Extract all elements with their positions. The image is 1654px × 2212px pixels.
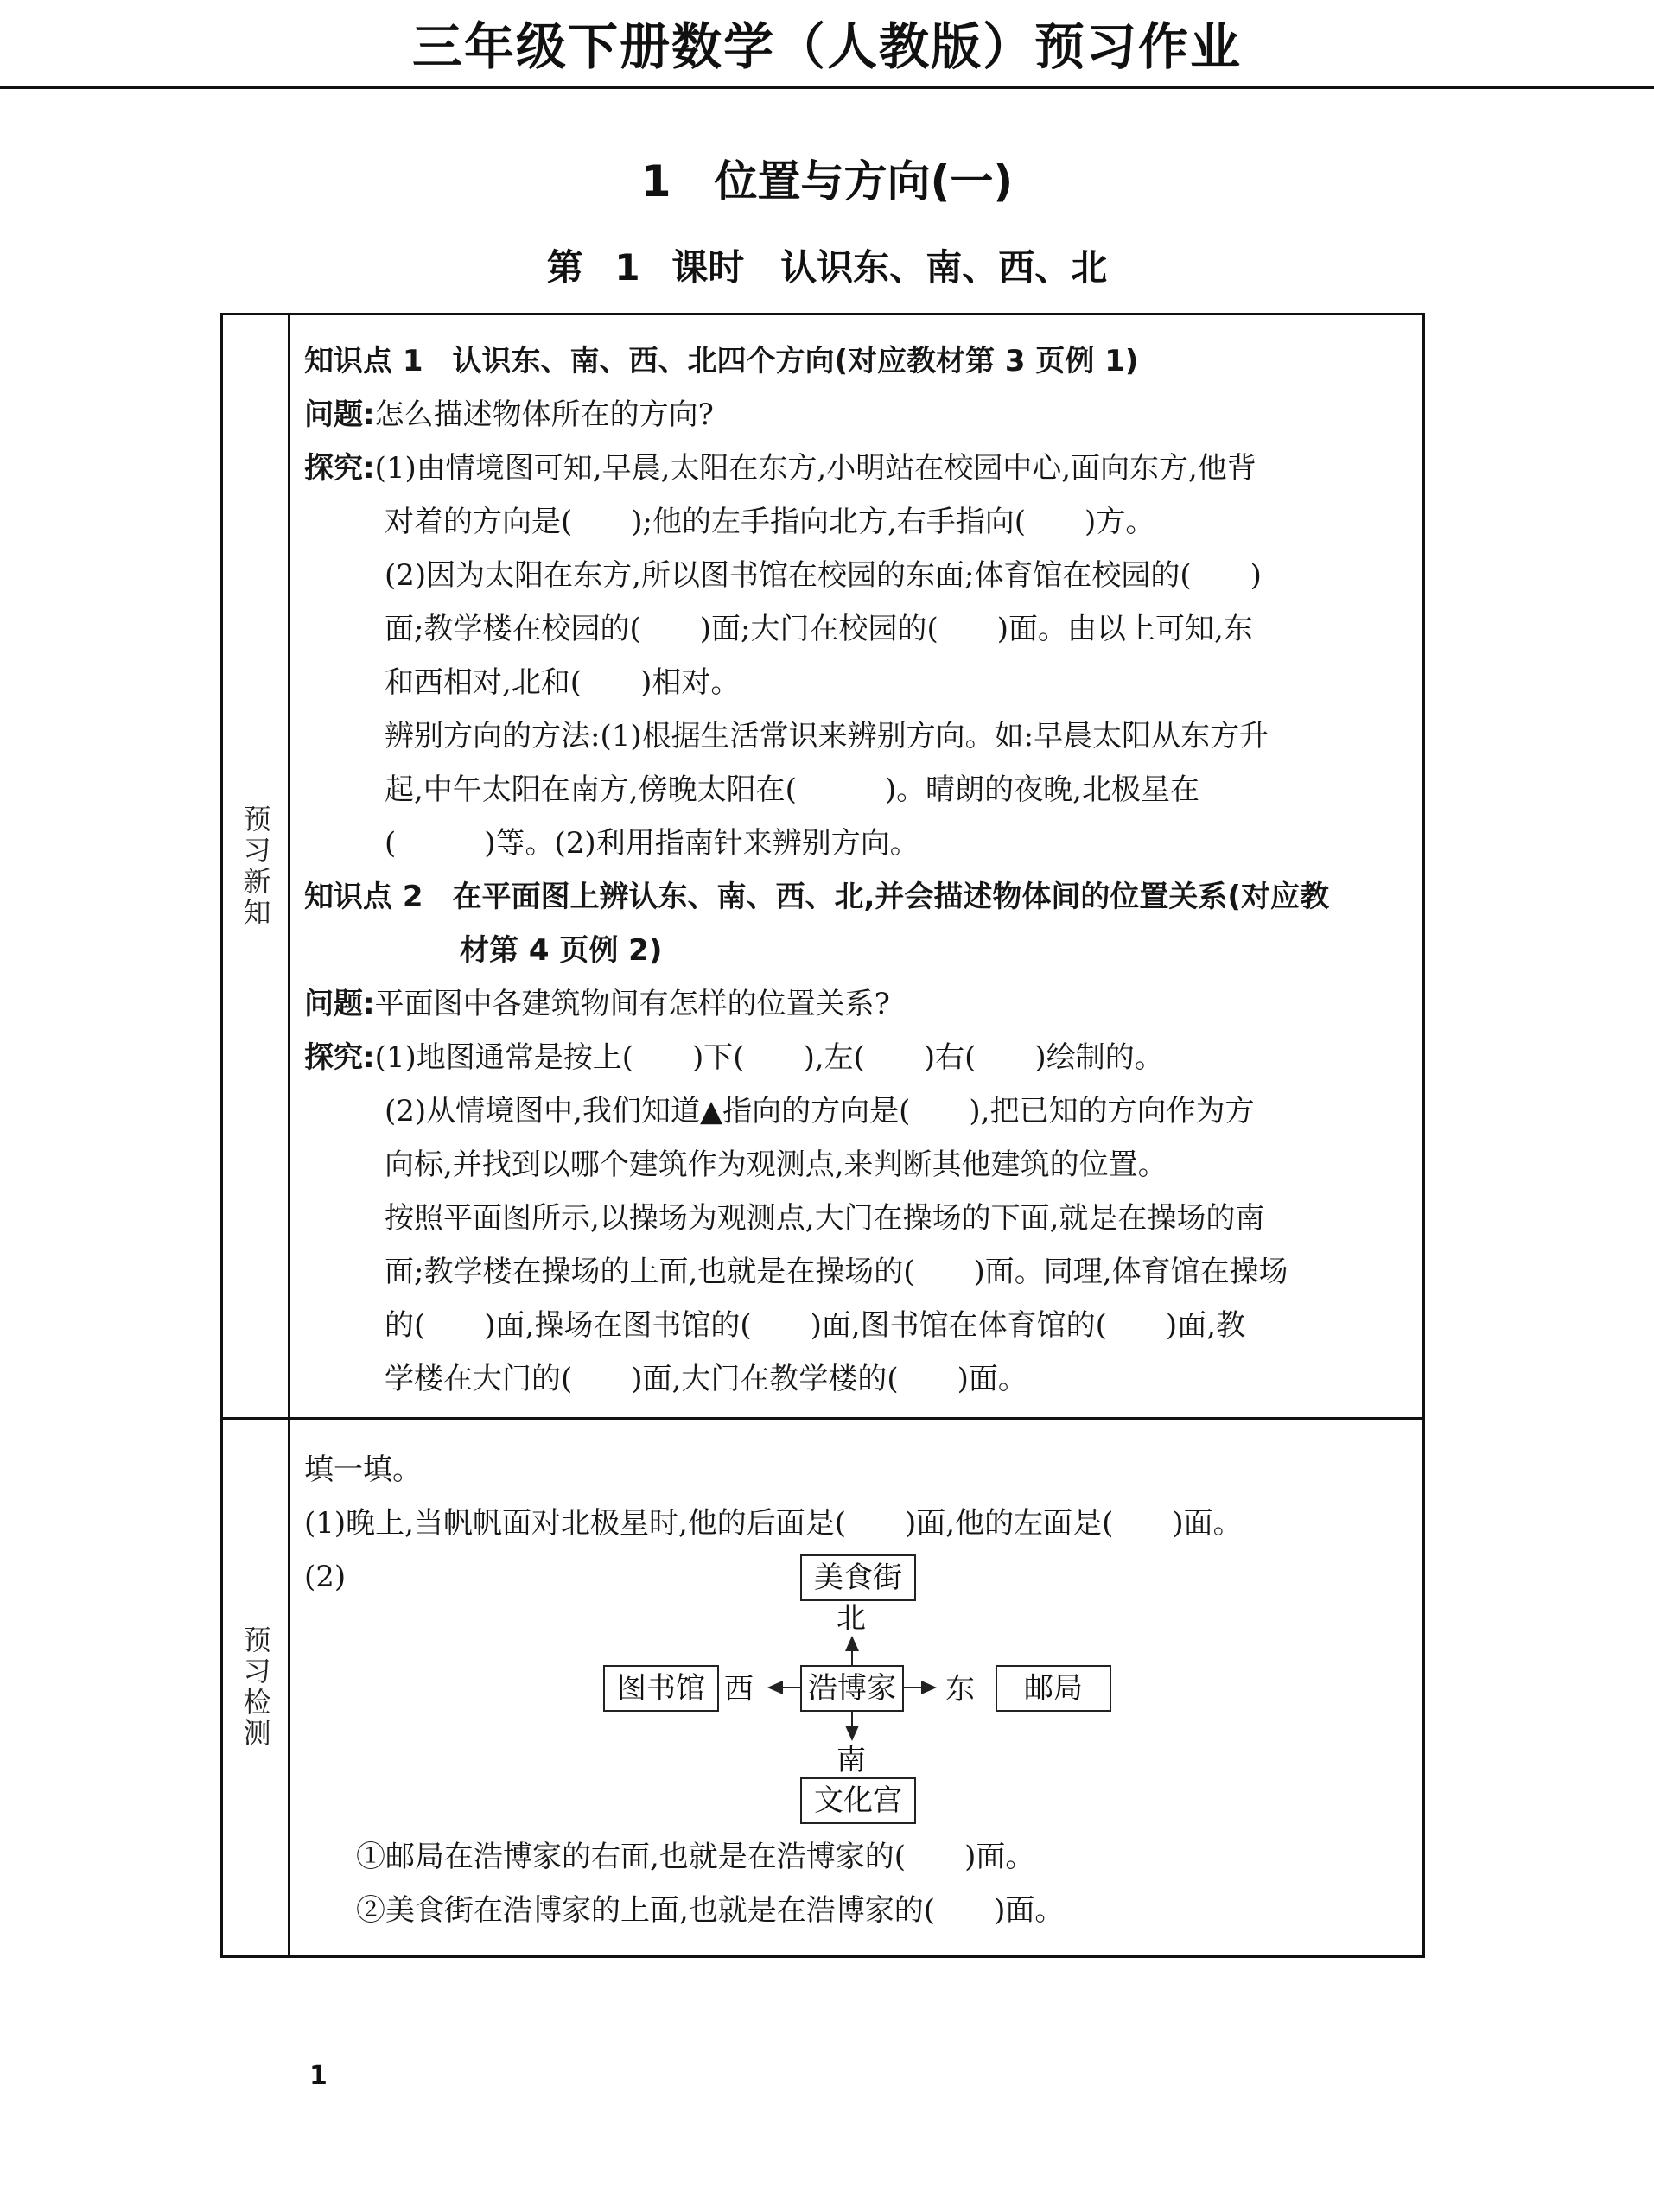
west-building-box: 图书馆 [603,1665,719,1712]
west-direction-label: 西 [724,1672,754,1707]
fill-in-item-1: (1)晚上,当帆帆面对北极星时,他的后面是( )面,他的左面是( )面。 [304,1506,1243,1541]
explore-2-line-7: 学楼在大门的( )面,大门在教学楼的( )面。 [385,1362,1027,1396]
preview-knowledge-section [304,334,1415,1406]
north-direction-label: 北 [837,1601,866,1636]
question-2-label: 问题: [304,987,375,1021]
explore-2-line-6: 的( )面,操场在图书馆的( )面,图书馆在体育馆的( )面,教 [385,1308,1246,1343]
explore-1-text-1: (1)由情境图可知,早晨,太阳在东方,小明站在校园中心,面向东方,他背 [374,451,1256,486]
explore-1-line-4: 面;教学楼在校园的( )面;大门在校园的( )面。由以上可知,东 [385,612,1253,646]
check-question-1: ①邮局在浩博家的右面,也就是在浩博家的( )面。 [356,1840,1035,1874]
knowledge-point-2-heading-line-1: 知识点 2 在平面图上辨认东、南、西、北,并会描述物体间的位置关系(对应教 [304,880,1329,914]
center-building-box: 浩博家 [800,1665,904,1712]
explore-1-line-1 [304,442,1415,495]
page-number: 1 [309,2061,328,2091]
explore-2-text-1: (1)地图通常是按上( )下( ),左( )右( )绘制的。 [374,1040,1164,1075]
explore-2-line-3: 向标,并找到以哪个建筑作为观测点,来判断其他建筑的位置。 [385,1147,1167,1182]
explore-2-line-5: 面;教学楼在操场的上面,也就是在操场的( )面。同理,体育馆在操场 [385,1255,1288,1289]
worksheet-header-title: 三年级下册数学（人教版）预习作业 [411,17,1242,76]
direction-diagram [596,1551,1158,1827]
explore-1-label: 探究: [304,451,375,486]
fill-in-heading: 填一填。 [304,1452,422,1487]
question-2 [304,977,1415,1031]
explore-1-line-6: 辨别方向的方法:(1)根据生活常识来辨别方向。如:早晨太阳从东方升 [385,719,1269,753]
question-2-text: 平面图中各建筑物间有怎样的位置关系? [374,987,890,1021]
south-direction-label: 南 [837,1743,866,1777]
east-direction-label: 东 [945,1672,975,1707]
knowledge-point-2-heading-line-2: 材第 4 页例 2) [460,933,663,968]
explore-2-line-1 [304,1031,1415,1084]
explore-1-line-3: (2)因为太阳在东方,所以图书馆在校园的东面;体育馆在校园的( ) [385,558,1262,593]
explore-1-line-5: 和西相对,北和( )相对。 [385,665,741,700]
section-label-preview: 预习新知 [239,804,272,929]
question-1 [304,388,1415,442]
explore-2-label: 探究: [304,1040,375,1075]
unit-title: 1 位置与方向(一) [640,156,1014,207]
check-question-2: ②美食街在浩博家的上面,也就是在浩博家的( )面。 [356,1893,1065,1928]
explore-1-line-8: ( )等。(2)利用指南针来辨别方向。 [385,826,919,861]
question-1-label: 问题: [304,397,375,432]
fill-in-item-2-label: (2) [304,1560,347,1594]
north-building-box: 美食街 [800,1554,916,1601]
east-building-box: 邮局 [996,1665,1111,1712]
explore-1-line-7: 起,中午太阳在南方,傍晚太阳在( )。晴朗的夜晚,北极星在 [385,772,1199,807]
lesson-title: 第 1 课时 认识东、南、西、北 [546,246,1108,289]
header-rule [0,86,1654,89]
knowledge-point-1-heading: 知识点 1 认识东、南、西、北四个方向(对应教材第 3 页例 1) [304,344,1139,378]
section-label-check: 预习检测 [239,1625,272,1750]
table-row-divider [223,1417,1422,1420]
table-column-divider [288,315,290,1955]
explore-2-line-4: 按照平面图所示,以操场为观测点,大门在操场的下面,就是在操场的南 [385,1201,1265,1236]
question-1-text: 怎么描述物体所在的方向? [374,397,714,432]
explore-1-line-2: 对着的方向是( );他的左手指向北方,右手指向( )方。 [385,505,1155,539]
explore-2-line-2: (2)从情境图中,我们知道▲指向的方向是( ),把已知的方向作为方 [385,1094,1255,1128]
south-building-box: 文化宫 [800,1777,916,1824]
